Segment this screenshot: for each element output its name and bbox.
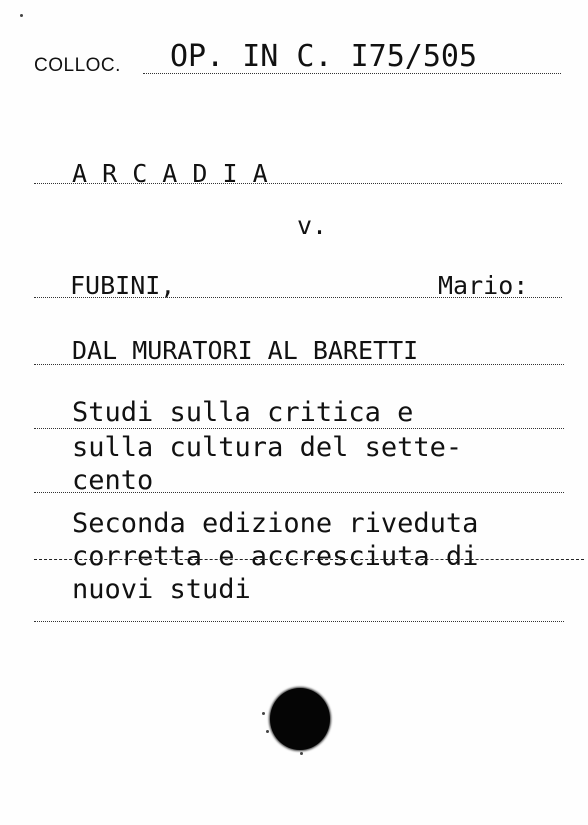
edition-dotted-line	[34, 621, 564, 622]
punch-hole	[270, 688, 330, 750]
subtitle-line-3: cento	[72, 465, 154, 496]
colloc-label: COLLOC.	[34, 55, 121, 76]
punch-speck	[300, 752, 303, 755]
dust-speck	[20, 14, 23, 17]
edition-strike-line	[34, 559, 584, 560]
book-title: DAL MURATORI AL BARETTI	[72, 336, 419, 365]
edition-line-1: Seconda edizione riveduta	[72, 508, 479, 539]
punch-speck	[266, 730, 269, 733]
author-name: Mario:	[438, 271, 529, 300]
edition-line-2: corretta e accresciuta di	[72, 541, 479, 572]
edition-line-3: nuovi studi	[72, 574, 251, 605]
subject-heading: A R C A D I A	[72, 159, 268, 188]
subtitle-line-1: Studi sulla critica e	[72, 397, 414, 428]
see-reference: v.	[297, 211, 328, 240]
subtitle-dotted-line-1	[34, 428, 564, 429]
subtitle-line-2: sulla cultura del sette-	[72, 432, 463, 463]
punch-speck	[262, 712, 265, 715]
colloc-value: OP. IN C. I75/505	[170, 39, 478, 74]
author-surname: FUBINI,	[70, 271, 176, 300]
